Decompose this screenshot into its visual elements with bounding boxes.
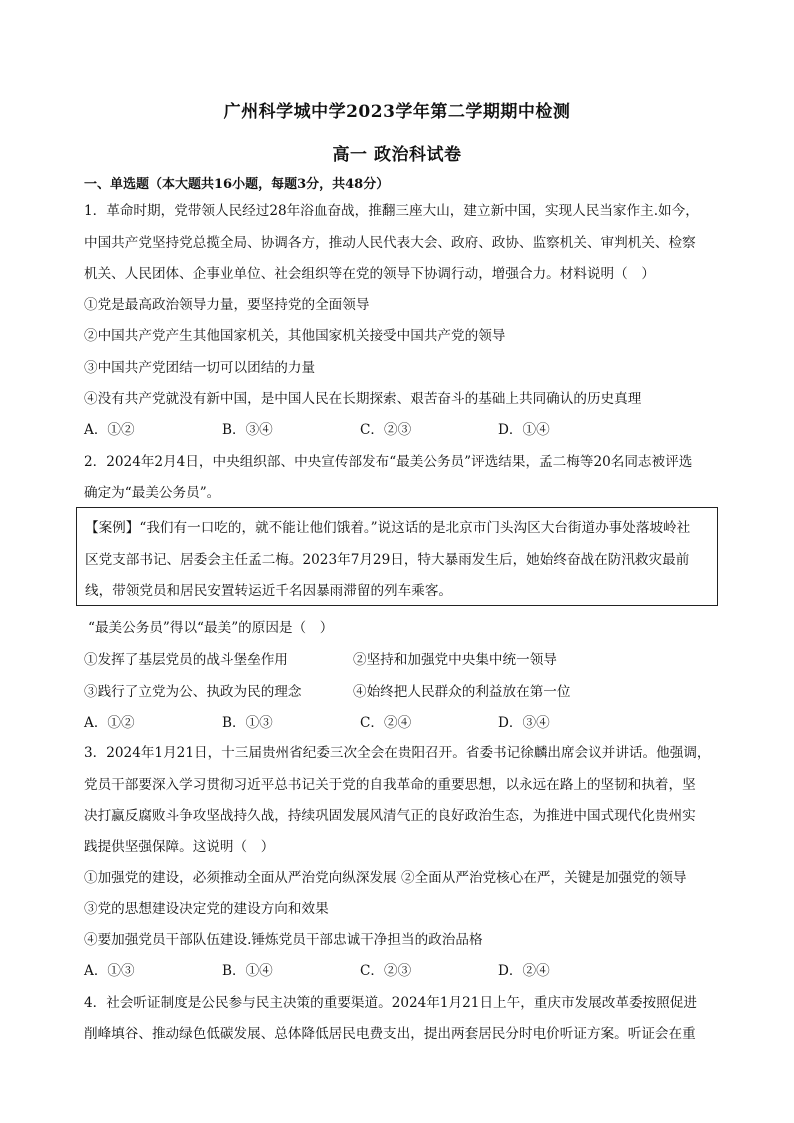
q1-stem-line-1: 1．革命时期，党带领人民经过28年浴血奋战，推翻三座大山，建立新中国，实现人民当家作主.如今， bbox=[84, 203, 699, 219]
q3-stem-line-2: 党员干部要深入学习贯彻习近平总书记关于党的自我革命的重要思想，以永远在路上的坚韧和执着，坚 bbox=[84, 777, 696, 793]
q2-statement-2: ②坚持和加强党中央集中统一领导 bbox=[353, 652, 557, 668]
case-line-3: 线，带领党员和居民安置转运近千名因暴雨滞留的列车乘客。 bbox=[85, 583, 453, 599]
case-box bbox=[76, 507, 718, 606]
q2-stem-line-1: 2．2024年2月4日，中央组织部、中央宣传部发布“最美公务员”评选结果，孟二梅等20名同志被评选 bbox=[84, 454, 693, 470]
case-line-2: 区党支部书记、居委会主任孟二梅。2023年7月29日，特大暴雨发生后，她始终奋战在防汛救灾最前 bbox=[85, 552, 690, 568]
q2-option-c[interactable]: C．②④ bbox=[360, 715, 412, 731]
q1-statement-4: ④没有共产党就没有新中国，是中国人民在长期探索、艰苦奋斗的基础上共同确认的历史真理 bbox=[84, 391, 642, 407]
q2-question: “最美公务员”得以“最美”的原因是（ ） bbox=[88, 620, 334, 636]
q3-option-b[interactable]: B．①④ bbox=[222, 963, 273, 979]
q3-options bbox=[84, 959, 714, 979]
exam-title: 广州科学城中学2023学年第二学期期中检测 bbox=[223, 102, 571, 122]
exam-subtitle: 高一 政治科试卷 bbox=[332, 145, 462, 165]
q2-statement-1: ①发挥了基层党员的战斗堡垒作用 bbox=[84, 652, 288, 668]
q2-options bbox=[84, 711, 714, 731]
q2-statement-3: ③践行了立党为公、执政为民的理念 bbox=[84, 684, 302, 700]
q1-option-b[interactable]: B．③④ bbox=[222, 422, 273, 438]
q3-option-d[interactable]: D．②④ bbox=[498, 963, 550, 979]
q1-stem-line-2: 中国共产党坚持党总揽全局、协调各方，推动人民代表大会、政府、政协、监察机关、审判机关、检察 bbox=[84, 235, 696, 251]
q3-option-a[interactable]: A．①③ bbox=[84, 963, 135, 979]
q2-stem-line-2: 确定为“最美公务员”。 bbox=[84, 485, 221, 501]
q2-option-d[interactable]: D．③④ bbox=[498, 715, 550, 731]
q3-stem-line-3: 决打赢反腐败斗争攻坚战持久战，持续巩固发展风清气正的良好政治生态，为推进中国式现代化贵州实 bbox=[84, 808, 696, 824]
q2-option-b[interactable]: B．①③ bbox=[222, 715, 273, 731]
q4-stem-line-1: 4．社会听证制度是公民参与民主决策的重要渠道。2024年1月21日上午，重庆市发展改革委按照促进 bbox=[84, 995, 697, 1011]
q1-statement-1: ①党是最高政治领导力量，要坚持党的全面领导 bbox=[84, 297, 370, 313]
q2-option-a[interactable]: A．①② bbox=[84, 715, 135, 731]
q3-option-c[interactable]: C．②③ bbox=[360, 963, 412, 979]
q1-option-a[interactable]: A．①② bbox=[84, 422, 135, 438]
q3-statement-3: ③党的思想建设决定党的建设方向和效果 bbox=[84, 901, 329, 917]
q1-stem-line-3: 机关、人民团体、企事业单位、社会组织等在党的领导下协调行动，增强合力。材料说明（ ） bbox=[84, 266, 655, 282]
q2-statement-4: ④始终把人民群众的利益放在第一位 bbox=[353, 684, 571, 700]
q4-stem-line-2: 削峰填谷、推动绿色低碳发展、总体降低居民电费支出，提出两套居民分时电价听证方案。听证会在重 bbox=[84, 1026, 696, 1042]
q3-stem-line-1: 3．2024年1月21日，十三届贵州省纪委三次全会在贵阳召开。省委书记徐麟出席会议并讲话。他强调， bbox=[84, 745, 711, 761]
q3-statement-4: ④要加强党员干部队伍建设.锤炼党员干部忠诚干净担当的政治品格 bbox=[84, 932, 483, 948]
case-line-1: 【案例】“我们有一口吃的，就不能让他们饿着。”说这话的是北京市门头沟区大台街道办事处落坡岭社 bbox=[85, 520, 691, 536]
q1-option-d[interactable]: D．①④ bbox=[498, 422, 550, 438]
section-heading: 一、单选题（本大题共16小题，每题3分，共48分） bbox=[84, 177, 390, 192]
q1-statement-2: ②中国共产党产生其他国家机关，其他国家机关接受中国共产党的领导 bbox=[84, 328, 506, 344]
q1-options bbox=[84, 418, 714, 438]
q3-stem-line-4: 践提供坚强保障。这说明（ ） bbox=[84, 839, 275, 855]
q3-statement-1-2: ①加强党的建设，必须推动全面从严治党向纵深发展 ②全面从严治党核心在严，关键是加强党的领导 bbox=[84, 870, 687, 886]
q1-statement-3: ③中国共产党团结一切可以团结的力量 bbox=[84, 360, 316, 376]
q1-option-c[interactable]: C．②③ bbox=[360, 422, 412, 438]
